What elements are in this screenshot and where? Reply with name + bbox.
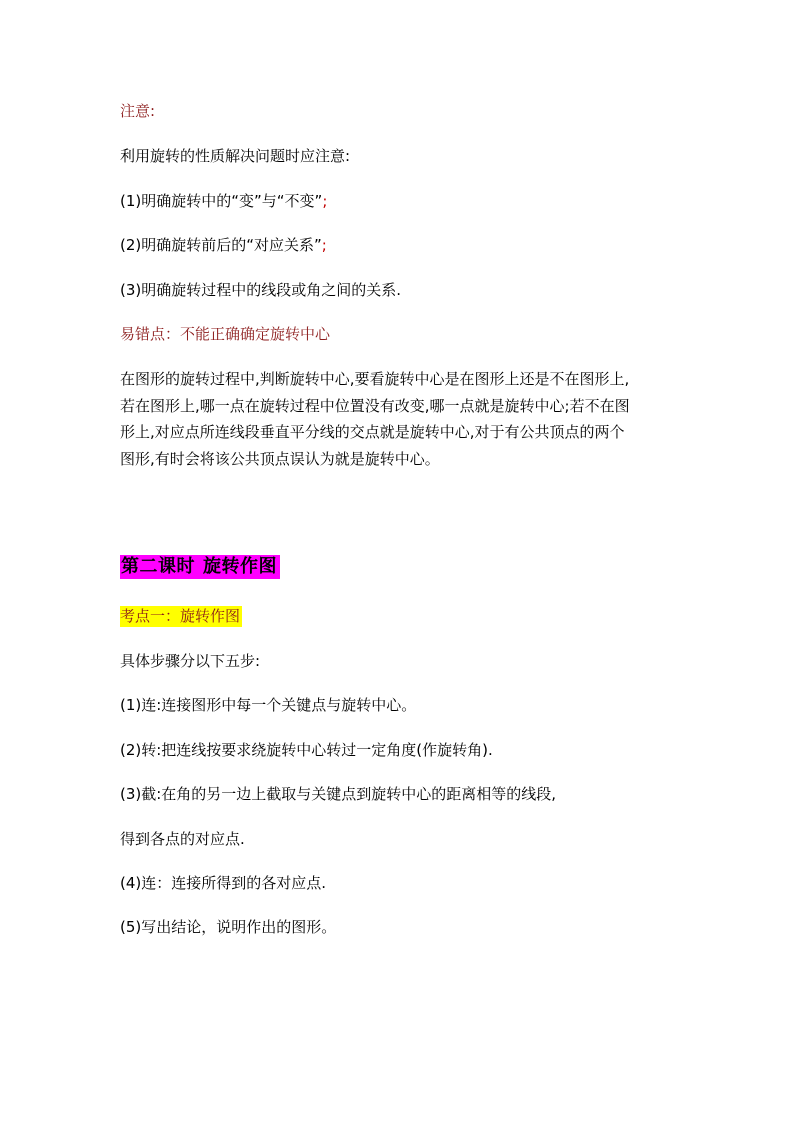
- paragraph-line: 若在图形上,哪一点在旋转过程中位置没有改变,哪一点就是旋转中心;若不在图: [120, 396, 630, 415]
- notes-item-punct: ;: [322, 192, 328, 210]
- notes-item-text: (1)明确旋转中的“变”与“不变”: [120, 192, 323, 210]
- paragraph-line: 形上,对应点所连线段垂直平分线的交点就是旋转中心,对于有公共顶点的两个: [120, 423, 625, 441]
- notes-item-2: [120, 235, 327, 255]
- step-2: (2)转:把连线按要求绕旋转中心转过一定角度(作旋转角).: [120, 741, 493, 759]
- notes-item-3: [120, 280, 401, 300]
- notes-intro: 利用旋转的性质解决问题时应注意:: [120, 147, 351, 165]
- notes-item-text: (2)明确旋转前后的“对应关系”: [120, 236, 322, 254]
- lesson-title-part1: 第二课时: [121, 556, 195, 577]
- lesson-title-part2: 旋转作图: [203, 556, 277, 577]
- step-1: (1)连:连接图形中每一个关键点与旋转中心。: [120, 696, 417, 714]
- exam-point-label: 考点一：旋转作图: [120, 607, 241, 625]
- step-3: (3)截:在角的另一边上截取与关键点到旋转中心的距离相等的线段,: [120, 785, 557, 803]
- error-point-heading: 易错点：不能正确确定旋转中心: [120, 325, 331, 343]
- paragraph-line: 图形,有时会将该公共顶点误认为就是旋转中心。: [120, 449, 440, 468]
- notes-item-text: (3)明确旋转过程中的线段或角之间的关系.: [120, 281, 402, 299]
- exam-point-intro: 具体步骤分以下五步:: [120, 652, 261, 670]
- notes-item-punct: ;: [321, 236, 327, 254]
- error-point-paragraph: [120, 366, 676, 472]
- paragraph-line: 在图形的旋转过程中,判断旋转中心,要看旋转中心是在图形上还是不在图形上,: [120, 370, 630, 388]
- step-3-continued: 得到各点的对应点.: [120, 830, 245, 848]
- notes-heading: 注意:: [120, 102, 156, 120]
- lesson-title: [120, 555, 280, 579]
- step-4: (4)连：连接所得到的各对应点.: [120, 874, 327, 892]
- step-5: (5)写出结论，说明作出的图形。: [120, 918, 337, 936]
- notes-item-1: [120, 191, 327, 211]
